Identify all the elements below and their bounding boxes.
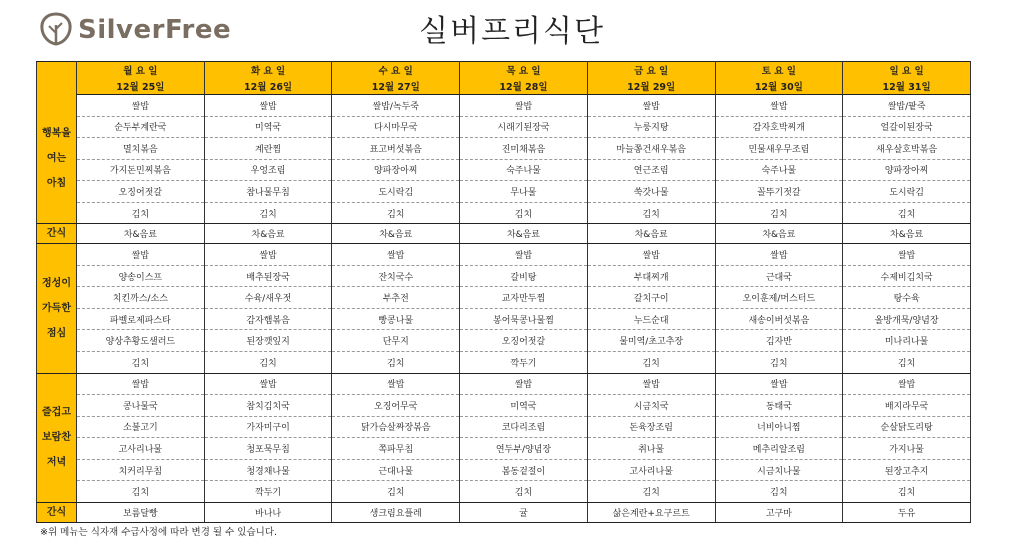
- day-name-cell: 금 요 일: [587, 62, 715, 79]
- menu-item-cell: 양상추황도샐러드: [77, 330, 205, 352]
- menu-item-cell: 김치: [587, 481, 715, 503]
- menu-item-cell: 차&음료: [460, 224, 588, 244]
- menu-item-cell: 김치: [77, 202, 205, 224]
- menu-item-cell: 너비아니찜: [715, 416, 843, 438]
- table-row: [37, 159, 971, 181]
- menu-item-cell: 연두부/양념장: [460, 438, 588, 460]
- table-row: [37, 308, 971, 330]
- footer-note: ※위 메뉴는 식자재 수급사정에 따라 변경 될 수 있습니다.: [40, 527, 278, 538]
- menu-item-cell: 물미역/초고추장: [587, 330, 715, 352]
- menu-item-cell: 쌀밥/팥죽: [843, 95, 971, 117]
- menu-item-cell: 민물새우무조림: [715, 138, 843, 160]
- menu-item-cell: 두유: [843, 502, 971, 522]
- menu-item-cell: 표고버섯볶음: [332, 138, 460, 160]
- meal-label-line: 행복을: [42, 128, 71, 140]
- menu-item-cell: 김치: [715, 352, 843, 374]
- menu-item-cell: 근대나물: [332, 459, 460, 481]
- menu-item-cell: 교자만두찜: [460, 287, 588, 309]
- menu-item-cell: 치커리무침: [77, 459, 205, 481]
- table-row: [37, 352, 971, 374]
- table-row: [37, 95, 971, 117]
- meal-label-line: 간식: [46, 506, 67, 518]
- menu-item-cell: 마늘쫑건새우볶음: [587, 138, 715, 160]
- menu-item-cell: 누룽지탕: [587, 116, 715, 138]
- day-date-cell: 12월 25일: [77, 78, 205, 95]
- menu-item-cell: 새송이버섯볶음: [715, 308, 843, 330]
- menu-item-cell: 부대찌개: [587, 265, 715, 287]
- table-row: [37, 330, 971, 352]
- page-title: 실버프리식단: [419, 14, 605, 49]
- menu-item-cell: 고구마: [715, 502, 843, 522]
- menu-item-cell: 다시마무국: [332, 116, 460, 138]
- menu-item-cell: 양파장아찌: [332, 159, 460, 181]
- menu-item-cell: 양송이스프: [77, 265, 205, 287]
- menu-item-cell: 김치: [715, 202, 843, 224]
- menu-item-cell: 누드순대: [587, 308, 715, 330]
- menu-item-cell: 쌀밥/녹두죽: [332, 95, 460, 117]
- table-row: [37, 244, 971, 266]
- snack-label: [37, 502, 77, 522]
- menu-item-cell: 생크림요플레: [332, 502, 460, 522]
- menu-item-cell: 쌀밥: [332, 244, 460, 266]
- table-row: [37, 481, 971, 503]
- menu-item-cell: 치킨까스/소스: [77, 287, 205, 309]
- menu-item-cell: 김치: [843, 202, 971, 224]
- day-name-row: [37, 62, 971, 79]
- menu-item-cell: 김치: [715, 481, 843, 503]
- day-name-cell: 목 요 일: [460, 62, 588, 79]
- menu-item-cell: 코다리조림: [460, 416, 588, 438]
- snack-label: [37, 224, 77, 244]
- menu-item-cell: 쌀밥: [587, 373, 715, 395]
- meal-label: [37, 95, 77, 224]
- menu-item-cell: 참치김치국: [204, 395, 332, 417]
- menu-item-cell: 갈치구이: [587, 287, 715, 309]
- menu-item-cell: 보름달빵: [77, 502, 205, 522]
- menu-item-cell: 차&음료: [843, 224, 971, 244]
- menu-item-cell: 김치: [843, 481, 971, 503]
- menu-item-cell: 새우살호박볶음: [843, 138, 971, 160]
- menu-item-cell: 된장고추지: [843, 459, 971, 481]
- meal-label-line: 저녁: [46, 457, 67, 469]
- menu-item-cell: 취나물: [587, 438, 715, 460]
- meal-label-line: 보람찬: [42, 432, 71, 444]
- menu-item-cell: 돈육장조림: [587, 416, 715, 438]
- meal-label: [37, 373, 77, 502]
- menu-item-cell: 파벨로제파스타: [77, 308, 205, 330]
- menu-item-cell: 순두부계란국: [77, 116, 205, 138]
- menu-item-cell: 쌀밥: [587, 95, 715, 117]
- day-name-cell: 월 요 일: [77, 62, 205, 79]
- menu-item-cell: 감자햄볶음: [204, 308, 332, 330]
- brand-name: SilverFree: [78, 15, 232, 45]
- menu-item-cell: 잔치국수: [332, 265, 460, 287]
- menu-item-cell: 배추된장국: [204, 265, 332, 287]
- menu-item-cell: 김치: [460, 481, 588, 503]
- table-row: [37, 202, 971, 224]
- menu-item-cell: 양파장아찌: [843, 159, 971, 181]
- menu-item-cell: 수육/새우젓: [204, 287, 332, 309]
- menu-item-cell: 쌀밥: [843, 244, 971, 266]
- menu-item-cell: 빵콩나물: [332, 308, 460, 330]
- menu-item-cell: 쌀밥: [715, 244, 843, 266]
- table-row: [37, 287, 971, 309]
- menu-item-cell: 미역국: [460, 395, 588, 417]
- menu-item-cell: 깍두기: [204, 481, 332, 503]
- menu-item-cell: 쪽파무침: [332, 438, 460, 460]
- menu-item-cell: 시금치나물: [715, 459, 843, 481]
- menu-item-cell: 쌀밥: [843, 373, 971, 395]
- menu-item-cell: 가지나물: [843, 438, 971, 460]
- menu-item-cell: 김치: [332, 481, 460, 503]
- menu-item-cell: 김치: [77, 481, 205, 503]
- day-date-cell: 12월 26일: [204, 78, 332, 95]
- menu-item-cell: 청포묵무침: [204, 438, 332, 460]
- snack-row: [37, 502, 971, 522]
- corner-cell: [37, 62, 77, 95]
- table-row: [37, 116, 971, 138]
- meal-plan-body: [37, 95, 971, 523]
- menu-item-cell: 차&음료: [587, 224, 715, 244]
- menu-item-cell: 청경채나물: [204, 459, 332, 481]
- menu-item-cell: 차&음료: [204, 224, 332, 244]
- menu-item-cell: 된장깻잎지: [204, 330, 332, 352]
- menu-item-cell: 오징어무국: [332, 395, 460, 417]
- menu-item-cell: 도시락김: [843, 181, 971, 203]
- meal-label-line: 여는: [46, 153, 67, 165]
- menu-item-cell: 김치: [587, 352, 715, 374]
- table-row: [37, 265, 971, 287]
- menu-item-cell: 얼갈이된장국: [843, 116, 971, 138]
- menu-item-cell: 차&음료: [77, 224, 205, 244]
- menu-item-cell: 김치: [332, 202, 460, 224]
- menu-item-cell: 소불고기: [77, 416, 205, 438]
- menu-item-cell: 고사리나물: [77, 438, 205, 460]
- menu-item-cell: 쌀밥: [204, 244, 332, 266]
- meal-label-line: 점심: [46, 327, 67, 339]
- menu-item-cell: 쌀밥: [715, 373, 843, 395]
- menu-item-cell: 김치: [843, 352, 971, 374]
- menu-item-cell: 연근조림: [587, 159, 715, 181]
- menu-item-cell: 가자미구이: [204, 416, 332, 438]
- meal-label-line: 정성이: [42, 277, 71, 289]
- menu-item-cell: 도시락김: [332, 181, 460, 203]
- menu-item-cell: 수제비김치국: [843, 265, 971, 287]
- menu-item-cell: 쑥갓나물: [587, 181, 715, 203]
- day-name-cell: 수 요 일: [332, 62, 460, 79]
- menu-item-cell: 쌀밥: [460, 373, 588, 395]
- meal-label: [37, 244, 77, 373]
- table-row: [37, 395, 971, 417]
- menu-item-cell: 동태국: [715, 395, 843, 417]
- menu-item-cell: 삶은계란+요구르트: [587, 502, 715, 522]
- menu-item-cell: 부추전: [332, 287, 460, 309]
- menu-item-cell: 쌀밥: [77, 95, 205, 117]
- menu-item-cell: 배지라무국: [843, 395, 971, 417]
- menu-item-cell: 멸치볶음: [77, 138, 205, 160]
- day-date-cell: 12월 29일: [587, 78, 715, 95]
- day-date-cell: 12월 27일: [332, 78, 460, 95]
- day-name-cell: 화 요 일: [204, 62, 332, 79]
- menu-item-cell: 봉어묵콩나물찜: [460, 308, 588, 330]
- menu-item-cell: 시금치국: [587, 395, 715, 417]
- menu-item-cell: 올방개묵/양념장: [843, 308, 971, 330]
- snack-row: [37, 224, 971, 244]
- menu-item-cell: 탕수육: [843, 287, 971, 309]
- menu-item-cell: 꼴뚜기젓갈: [715, 181, 843, 203]
- menu-item-cell: 참나물무침: [204, 181, 332, 203]
- menu-item-cell: 차&음료: [332, 224, 460, 244]
- menu-item-cell: 우엉조림: [204, 159, 332, 181]
- menu-item-cell: 김치: [77, 352, 205, 374]
- menu-item-cell: 근대국: [715, 265, 843, 287]
- menu-item-cell: 쌀밥: [204, 373, 332, 395]
- menu-item-cell: 미역국: [204, 116, 332, 138]
- menu-item-cell: 바나나: [204, 502, 332, 522]
- meal-label-line: 간식: [46, 228, 67, 240]
- table-row: [37, 459, 971, 481]
- menu-item-cell: 고사리나물: [587, 459, 715, 481]
- table-row: [37, 181, 971, 203]
- date-row: [37, 78, 971, 95]
- day-name-cell: 일 요 일: [843, 62, 971, 79]
- menu-item-cell: 쌀밥: [77, 373, 205, 395]
- menu-item-cell: 숙주나물: [460, 159, 588, 181]
- menu-item-cell: 진미채볶음: [460, 138, 588, 160]
- meal-label-line: 즐겁고: [42, 407, 71, 419]
- menu-item-cell: 미나리나물: [843, 330, 971, 352]
- menu-item-cell: 무나물: [460, 181, 588, 203]
- day-date-cell: 12월 30일: [715, 78, 843, 95]
- menu-item-cell: 쌀밥: [587, 244, 715, 266]
- menu-item-cell: 메추리알조림: [715, 438, 843, 460]
- menu-item-cell: 김치: [460, 202, 588, 224]
- table-row: [37, 373, 971, 395]
- menu-item-cell: 깍두기: [460, 352, 588, 374]
- menu-item-cell: 쌀밥: [77, 244, 205, 266]
- day-date-cell: 12월 31일: [843, 78, 971, 95]
- menu-item-cell: 쌀밥: [332, 373, 460, 395]
- day-name-cell: 토 요 일: [715, 62, 843, 79]
- meal-plan-table: [36, 61, 971, 523]
- menu-item-cell: 쌀밥: [204, 95, 332, 117]
- menu-item-cell: 쌀밥: [460, 95, 588, 117]
- table-row: [37, 138, 971, 160]
- menu-item-cell: 가지돈민찌볶음: [77, 159, 205, 181]
- menu-item-cell: 콩나물국: [77, 395, 205, 417]
- meal-label-line: 아침: [46, 178, 67, 190]
- menu-item-cell: 김자반: [715, 330, 843, 352]
- menu-item-cell: 차&음료: [715, 224, 843, 244]
- menu-item-cell: 시래기된장국: [460, 116, 588, 138]
- menu-item-cell: 귤: [460, 502, 588, 522]
- menu-item-cell: 숙주나물: [715, 159, 843, 181]
- meal-label-line: 가득한: [42, 302, 71, 314]
- menu-item-cell: 오징어젓갈: [460, 330, 588, 352]
- menu-item-cell: 김치: [204, 202, 332, 224]
- menu-item-cell: 쌀밥: [460, 244, 588, 266]
- menu-item-cell: 계란찜: [204, 138, 332, 160]
- menu-item-cell: 감자호박찌개: [715, 116, 843, 138]
- day-date-cell: 12월 28일: [460, 78, 588, 95]
- menu-item-cell: 오이훈제/머스터드: [715, 287, 843, 309]
- menu-item-cell: 닭가슴살짜장볶음: [332, 416, 460, 438]
- menu-item-cell: 봄동겉절이: [460, 459, 588, 481]
- menu-item-cell: 오징어젓갈: [77, 181, 205, 203]
- menu-item-cell: 쌀밥: [715, 95, 843, 117]
- table-row: [37, 438, 971, 460]
- menu-item-cell: 김치: [204, 352, 332, 374]
- menu-item-cell: 순살닭도리탕: [843, 416, 971, 438]
- menu-item-cell: 김치: [332, 352, 460, 374]
- menu-item-cell: 갈비탕: [460, 265, 588, 287]
- table-row: [37, 416, 971, 438]
- menu-item-cell: 단무지: [332, 330, 460, 352]
- menu-item-cell: 김치: [587, 202, 715, 224]
